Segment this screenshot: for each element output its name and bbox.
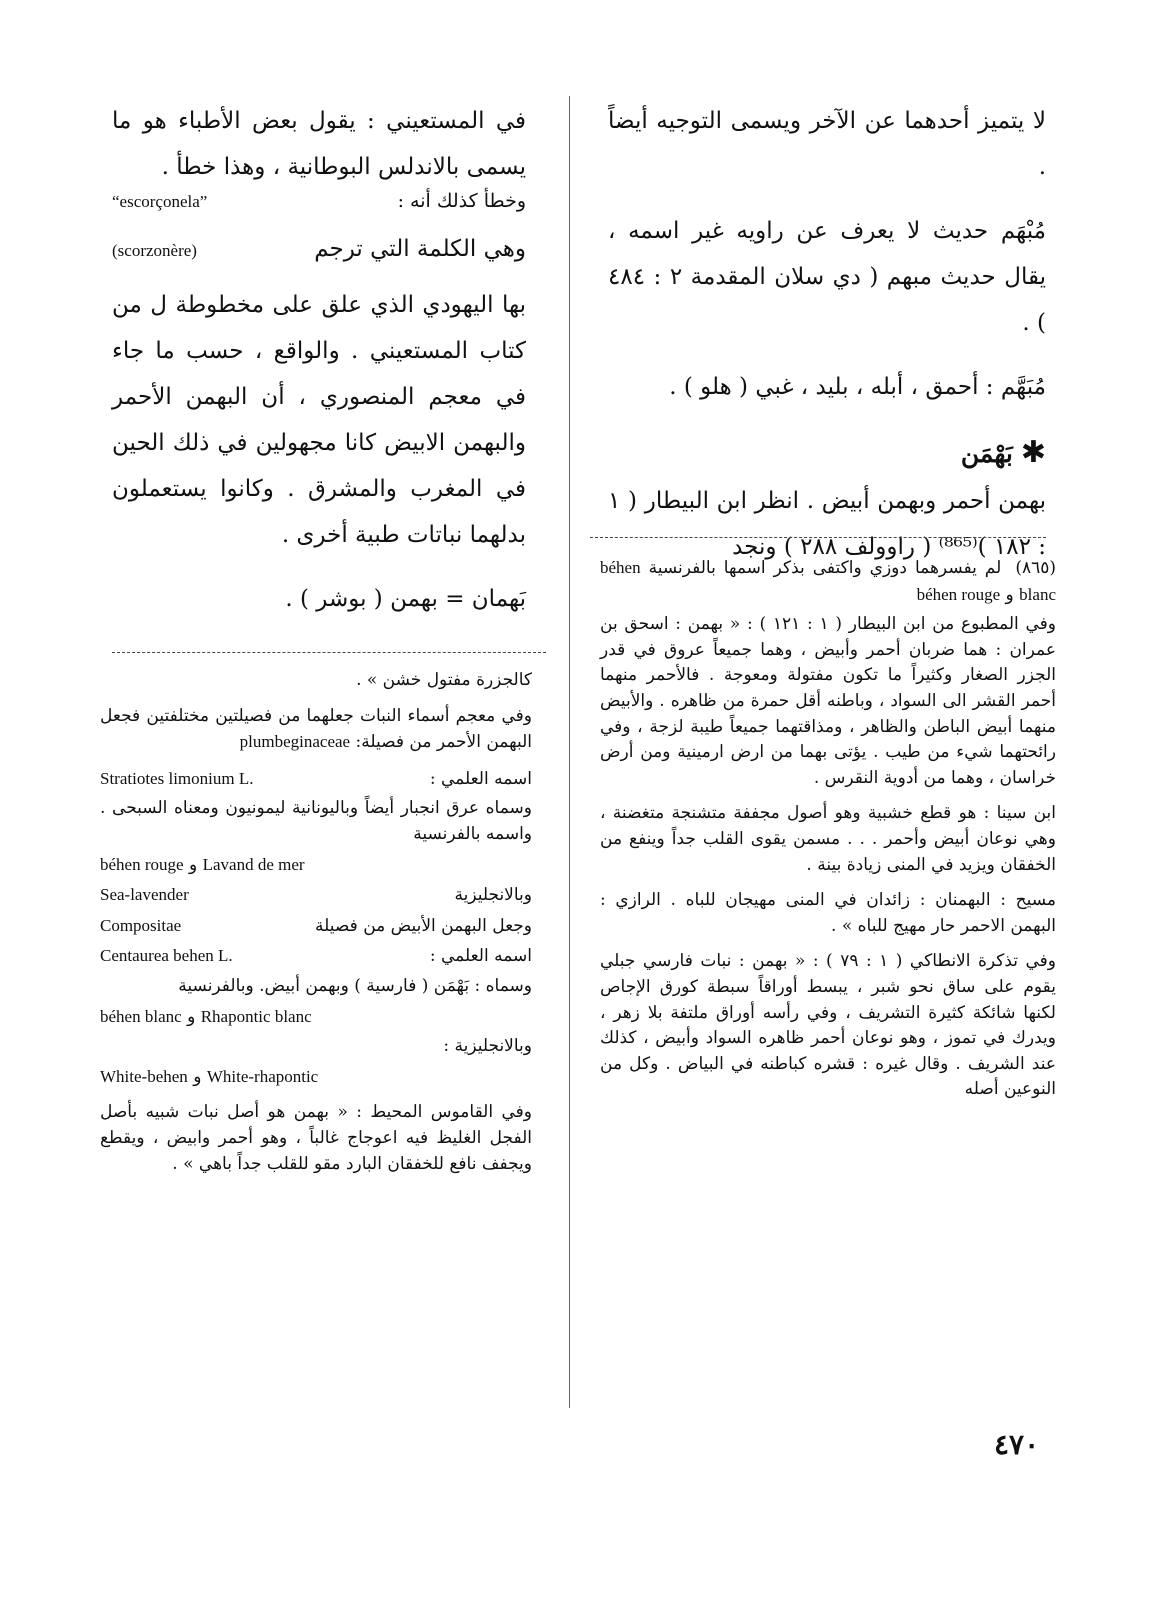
right-footnotes — [600, 555, 1056, 1107]
latin-term: Rhapontic blanc — [200, 1006, 312, 1026]
paragraph: بَهمان = بهمن ( بوشر ) . — [285, 586, 526, 612]
latin-term: “escorçonela” — [112, 192, 208, 211]
footnote-number: (٨٦٥) — [1015, 558, 1056, 578]
paragraph: مُبَهَّم : أحمق ، أبله ، بليد ، غبي ( هلو ) . — [669, 374, 1046, 400]
paragraph: لا يتميز أحدهما عن الآخر ويسمى التوجيه أيضاً . — [608, 108, 1046, 180]
headword: بَهْمَن — [960, 439, 1013, 468]
latin-term: (scorzonère) — [112, 241, 197, 260]
mixed-line — [100, 1064, 532, 1091]
mixed-line — [112, 190, 526, 236]
line-text: وبالانجليزية — [454, 885, 532, 906]
latin-term: béhen blanc — [600, 558, 1056, 604]
latin-term: White-rhapontic — [206, 1066, 319, 1086]
conjunction: و — [187, 1006, 196, 1027]
right-main-column — [608, 98, 1046, 570]
mixed-line — [112, 236, 526, 282]
latin-term: béhen rouge — [916, 584, 1001, 604]
left-footnotes — [100, 668, 532, 1181]
entry-heading — [608, 430, 1046, 478]
paragraph: مُبْهَم حديث لا يعرف عن راويه غير اسمه ، يقال حديث مبهم ( دي سلان المقدمة ٢ : ٤٨٤ ) . — [608, 218, 1046, 336]
latin-term: plumbeginaceae — [239, 732, 351, 752]
paragraph: في المستعيني : يقول بعض الأطباء هو ما يسمى بالاندلس البوطانية ، وهذا خطأ . — [112, 108, 526, 180]
column-divider — [569, 96, 570, 1408]
footnote-text: كالجزرة مفتول خشن » . — [356, 670, 532, 690]
conjunction: و — [188, 854, 198, 875]
latin-term: Compositae — [100, 915, 182, 935]
mixed-line — [100, 943, 532, 970]
latin-term: béhen blanc — [100, 1006, 182, 1026]
latin-term: béhen rouge — [100, 854, 184, 874]
line-text: وخطأ كذلك أنه : — [397, 190, 526, 212]
paragraph: بهمن أحمر وبهمن أبيض . انظر ابن البيطار ( ١ : ١٨٢ )⁽⁸⁶⁵⁾ ( راوولف ٢٨٨ ) ونجد — [608, 488, 1046, 560]
mixed-line — [100, 882, 532, 909]
latin-term: Stratiotes limonium L. — [100, 768, 254, 788]
footnote-text: ابن سينا : هو قطع خشبية وهو أصول مجففة متشنجة متغضنة ، وهي نوعان أبيض وأحمر . . . مسمن يقوى القلب جداً وينفع من الخفقان ويزيد في المنى زيادة بينة . — [600, 803, 1056, 875]
footnote-text: مسيح : البهمنان : زائدان في المنى مهيجان للباه . الرازي : البهمن الاحمر حار مهيج للباه » . — [600, 890, 1056, 936]
footnote-text — [100, 704, 532, 756]
page-number: ٤٧٠ — [994, 1428, 1040, 1461]
footnote-text-ar: وفي معجم أسماء النبات جعلهما من فصيلتين مختلفتين فجعل البهمن الأحمر من فصيلة: — [100, 705, 532, 753]
left-main-column — [112, 98, 526, 622]
footnote — [600, 555, 1056, 608]
line-text: وجعل البهمن الأبيض من فصيلة — [315, 915, 532, 936]
conjunction: و — [1005, 584, 1014, 605]
line-text: اسمه العلمي : — [429, 946, 532, 967]
line-text: اسمه العلمي : — [429, 768, 532, 789]
mixed-line — [100, 852, 532, 879]
footnote-text: وسماه : بَهْمَن ( فارسية ) وبهمن أبيض. وبالفرنسية — [178, 975, 532, 996]
footnote-rule — [112, 652, 546, 653]
footnote-text: وفي القاموس المحيط : « بهمن هو أصل نبات شبيه بأصل الفجل الغليظ فيه اعوجاج غالباً ، وهو أحمر وابيض ، ويقطع ويجفف نافع للخفقان البارد مقو للقلب جداً باهي » . — [100, 1102, 532, 1174]
mixed-line — [100, 1004, 532, 1031]
paragraph: بها اليهودي الذي علق على مخطوطة ل من كتاب المستعيني . والواقع ، حسب ما جاء في معجم المنصوري ، أن البهمن الأحمر والبهمن الابيض كانا مجهولين في ذلك الحين في المغرب والمشرق . وكانوا يستعملون بدلهما نباتات طبية أخرى . — [112, 292, 526, 548]
latin-term: White-behen — [100, 1066, 188, 1086]
latin-term: Sea-lavender — [100, 885, 189, 905]
latin-term: Lavand de mer — [202, 854, 305, 874]
mixed-line — [100, 766, 532, 793]
footnote-text: وسماه عرق انجبار أيضاً وباليونانية ليمونيون ومعناه السبحى . واسمه بالفرنسية — [100, 798, 532, 844]
latin-term: Centaurea behen L. — [100, 946, 233, 966]
footnote-text: وفي تذكرة الانطاكي ( ١ : ٧٩ ) : « بهمن : نبات فارسي جبلي يقوم على ساق نحو شبر ، يبسط أوراقاً سبطة كورق الإجاص لكنها شائكة كثيرة التشريف ، وفي رأسه أوراق ملتفة بلا زهر ، ويدرك في تموز ، وهو نوعان أحمر ظاهره السواد وأبيض ، كذلك عند الشريف . وقال غيره : قشره كباطنه في البياض . وكل من النوعين أصله — [600, 951, 1056, 1100]
footnote-rule — [590, 537, 1046, 538]
asterisk-icon: ✱ — [1020, 435, 1046, 470]
line-text: وهي الكلمة التي ترجم — [314, 236, 526, 262]
footnote-text: وفي المطبوع من ابن البيطار ( ١ : ١٢١ ) : « بهمن : اسحق بن عمران : هما ضربان أحمر وأبيض ، وهما جميعاً عروق في قدر الجزر الصغار وكثيراً ما تكون مفتولة ومعوجة . فالأحمر منهما أحمر القشر الى السواد ، وباطنه أقل حمرة من ظاهره . والأبيض منهما أبيض الباطن والظاهر ، ومذاقتهما جميعاً طيبة لزجة ، وفي رائحتهما شيء من طيب . يؤتى بهما من ارض ارمينية ومن أرض خراسان ، وهما من أدوية النقرس . — [600, 614, 1056, 788]
footnote-text: لم يفسرهما دوزي واكتفى بذكر اسمها بالفرنسية — [648, 558, 1002, 578]
mixed-line — [100, 913, 532, 940]
footnote-text: وبالانجليزية : — [443, 1036, 532, 1057]
conjunction: و — [193, 1066, 202, 1087]
